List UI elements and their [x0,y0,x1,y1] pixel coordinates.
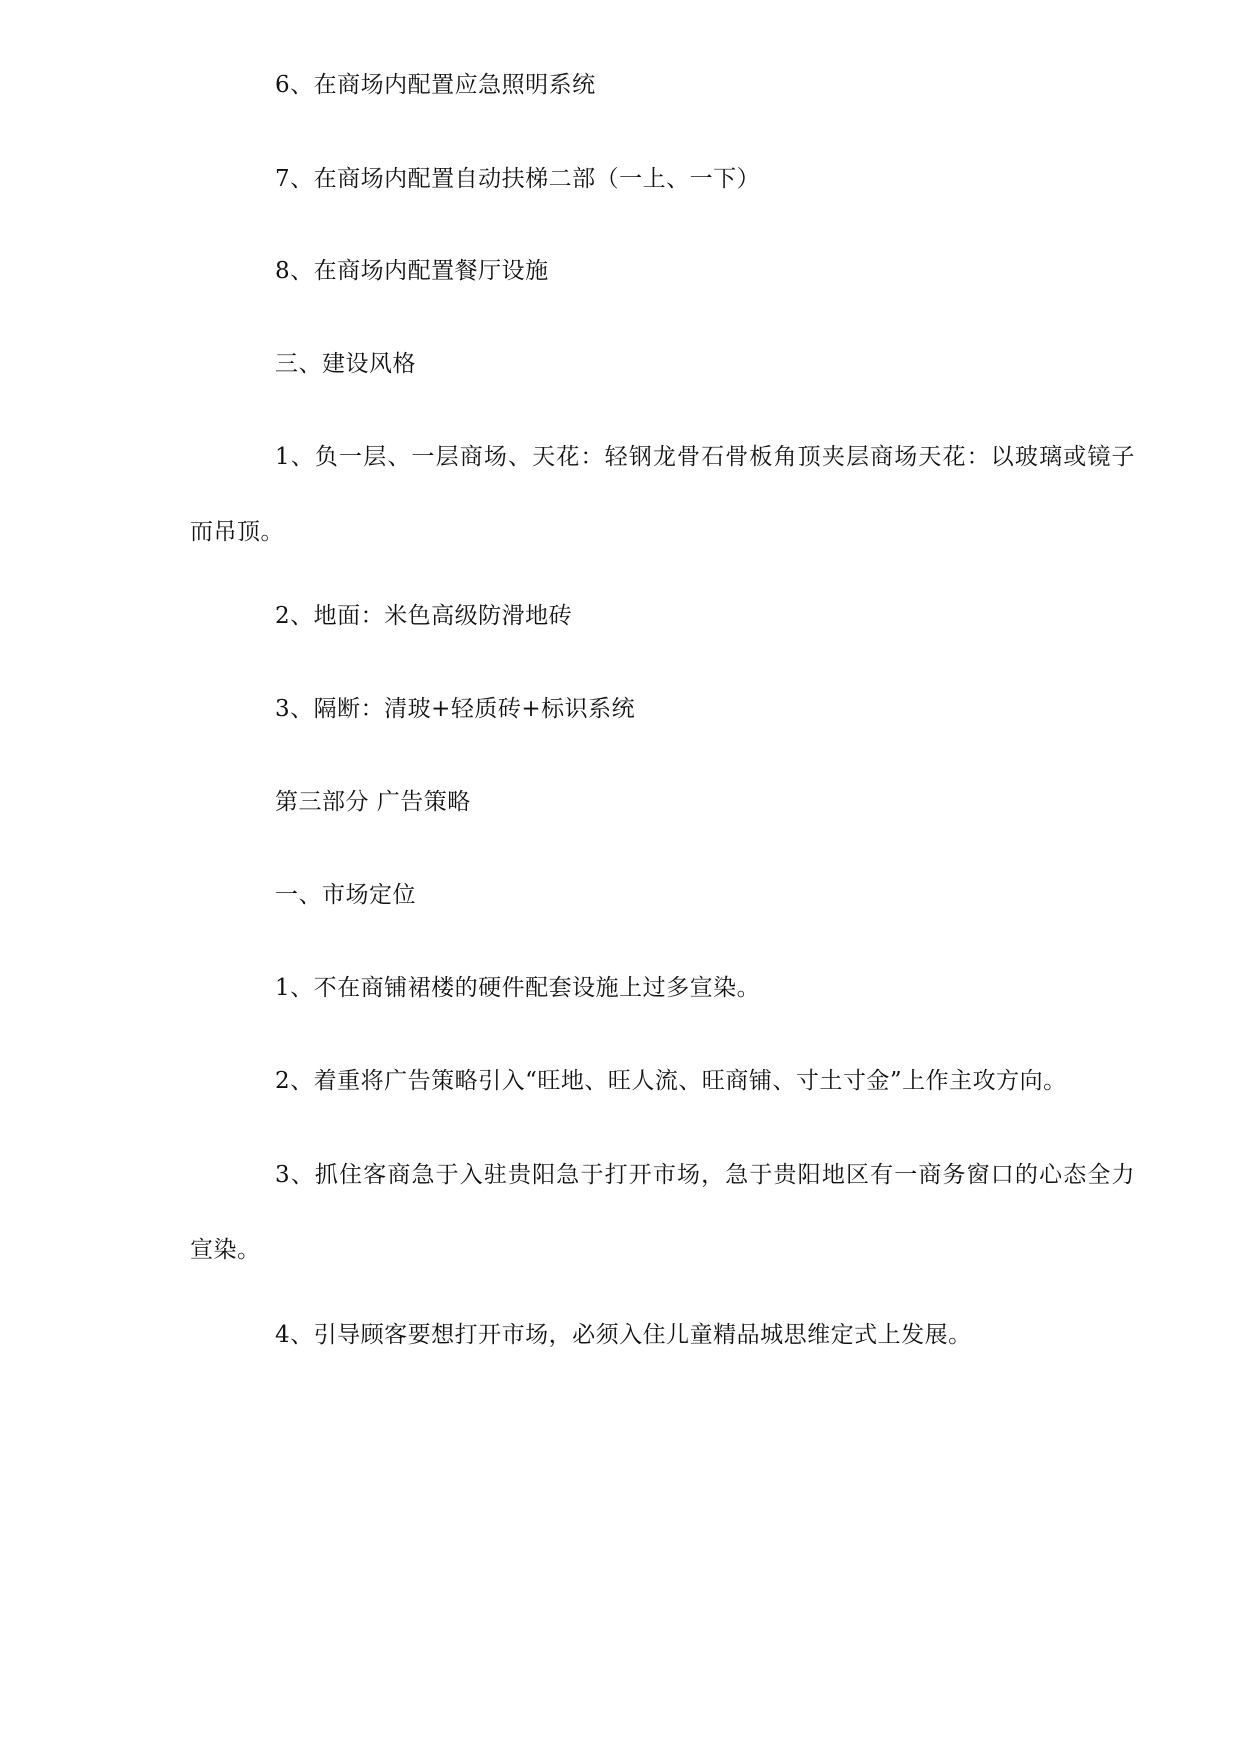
paragraph-ceiling: 1、负一层、一层商场、天花：轻钢龙骨石骨板角顶夹层商场天花：以玻璃或镜子而吊顶。 [190,444,1135,545]
list-item-partition: 3、隔断：清玻+轻质砖+标识系统 [275,696,636,722]
section-heading-construction-style: 三、建设风格 [275,351,416,377]
list-item-positioning-1: 1、不在商铺裙楼的硬件配套设施上过多宣染。 [275,975,761,1001]
list-item-positioning-4: 4、引导顾客要想打开市场，必须入住儿童精品城思维定式上发展。 [275,1322,972,1348]
list-item-8: 8、在商场内配置餐厅设施 [275,258,549,284]
list-item-7: 7、在商场内配置自动扶梯二部（一上、一下） [275,166,761,192]
list-item-floor: 2、地面：米色高级防滑地砖 [275,603,573,629]
list-item-positioning-2: 2、着重将广告策略引入“旺地、旺人流、旺商铺、寸土寸金”上作主攻方向。 [275,1068,1067,1094]
list-item-6: 6、在商场内配置应急照明系统 [275,72,596,98]
section-heading-market-positioning: 一、市场定位 [275,882,416,908]
paragraph-positioning-3: 3、抓住客商急于入驻贵阳急于打开市场，急于贵阳地区有一商务窗口的心态全力宣染。 [190,1162,1135,1263]
part-heading-ad-strategy: 第三部分 广告策略 [275,789,471,815]
